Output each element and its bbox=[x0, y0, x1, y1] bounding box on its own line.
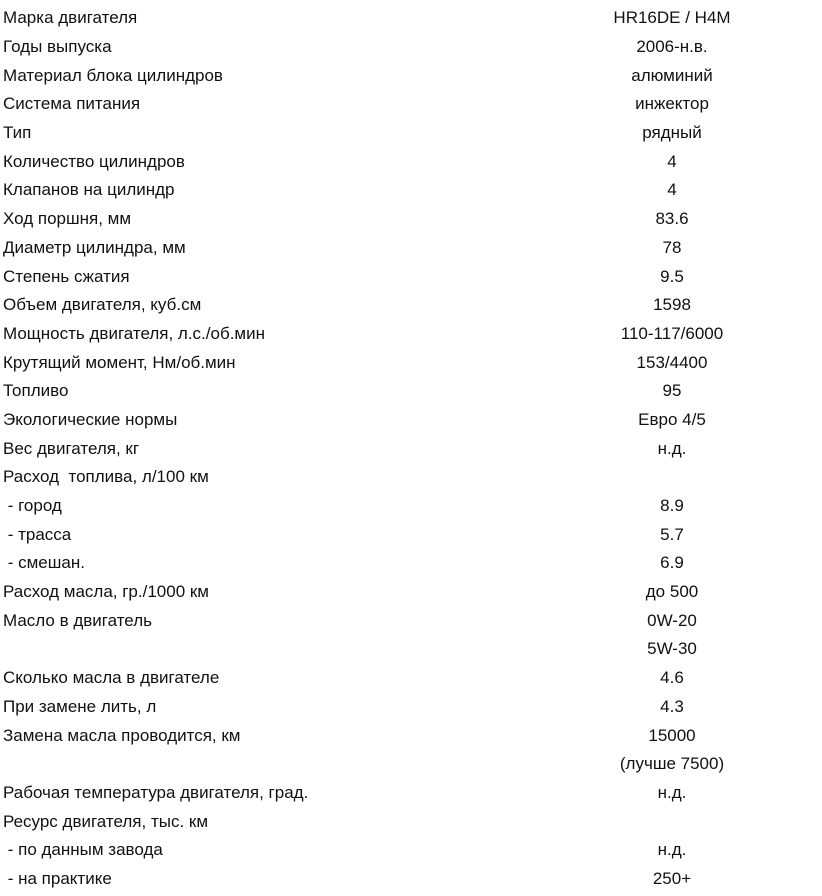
spec-label: Количество цилиндров bbox=[3, 151, 185, 171]
table-row bbox=[0, 721, 822, 750]
spec-label: Диаметр цилиндра, мм bbox=[3, 237, 186, 257]
spec-value: 15000 bbox=[648, 725, 696, 745]
spec-value: 110-117/6000 bbox=[620, 323, 724, 343]
table-row bbox=[0, 750, 822, 779]
spec-label: - смешан. bbox=[3, 553, 85, 573]
spec-label: Расход топлива, л/100 км bbox=[3, 467, 209, 487]
spec-label: Экологические нормы bbox=[3, 409, 178, 429]
spec-label: Сколько масла в двигателе bbox=[3, 668, 220, 688]
table-row bbox=[0, 836, 822, 865]
spec-label: Тип bbox=[3, 123, 32, 143]
spec-value: 5.7 bbox=[660, 524, 684, 544]
spec-value: 153/4400 bbox=[636, 352, 708, 372]
spec-value: 95 bbox=[662, 381, 682, 401]
spec-label: Рабочая температура двигателя, град. bbox=[3, 782, 309, 802]
spec-value: н.д. bbox=[657, 782, 687, 802]
table-row bbox=[0, 463, 822, 492]
spec-value: 4 bbox=[667, 151, 677, 171]
spec-label: Степень сжатия bbox=[3, 266, 130, 286]
table-row bbox=[0, 320, 822, 349]
table-row bbox=[0, 606, 822, 635]
spec-value: 4.6 bbox=[660, 668, 684, 688]
table-row bbox=[0, 693, 822, 722]
spec-value: 2006-н.в. bbox=[636, 37, 708, 57]
table-row bbox=[0, 4, 822, 33]
table-row bbox=[0, 635, 822, 664]
table-row bbox=[0, 291, 822, 320]
table-row bbox=[0, 147, 822, 176]
table-row bbox=[0, 33, 822, 62]
table-row bbox=[0, 434, 822, 463]
table-row bbox=[0, 90, 822, 119]
spec-value: 1598 bbox=[653, 295, 691, 315]
spec-value: алюминий bbox=[631, 65, 713, 85]
spec-value: HR16DE / H4M bbox=[613, 8, 731, 28]
spec-value: 9.5 bbox=[660, 266, 684, 286]
spec-label: Годы выпуска bbox=[3, 37, 112, 57]
spec-value: (лучше 7500) bbox=[619, 754, 725, 774]
spec-label: Мощность двигателя, л.с./об.мин bbox=[3, 323, 265, 343]
table-row bbox=[0, 520, 822, 549]
table-row bbox=[0, 578, 822, 607]
spec-label: Крутящий момент, Нм/об.мин bbox=[3, 352, 236, 372]
spec-value: Евро 4/5 bbox=[638, 409, 706, 429]
spec-label: - на практике bbox=[3, 868, 112, 888]
spec-label: Ресурс двигателя, тыс. км bbox=[3, 811, 209, 831]
spec-label: Материал блока цилиндров bbox=[3, 65, 223, 85]
table-row bbox=[0, 779, 822, 808]
spec-label: Ход поршня, мм bbox=[3, 209, 132, 229]
spec-label: Марка двигателя bbox=[3, 8, 138, 28]
spec-value: 8.9 bbox=[660, 496, 684, 516]
table-row bbox=[0, 61, 822, 90]
spec-value: до 500 bbox=[645, 582, 699, 602]
spec-label: Система питания bbox=[3, 94, 141, 114]
spec-value: н.д. bbox=[657, 438, 687, 458]
spec-label: Расход масла, гр./1000 км bbox=[3, 582, 209, 602]
table-row bbox=[0, 176, 822, 205]
table-row bbox=[0, 119, 822, 148]
spec-value: 250+ bbox=[652, 868, 692, 888]
table-row bbox=[0, 492, 822, 521]
spec-label: - трасса bbox=[3, 524, 72, 544]
spec-label: Замена масла проводится, км bbox=[3, 725, 241, 745]
spec-label: - город bbox=[3, 496, 62, 516]
table-row bbox=[0, 377, 822, 406]
spec-value: 5W-30 bbox=[647, 639, 697, 659]
spec-label: - по данным завода bbox=[3, 840, 163, 860]
spec-value: н.д. bbox=[657, 840, 687, 860]
spec-value: 78 bbox=[662, 237, 682, 257]
table-row bbox=[0, 234, 822, 263]
table-row bbox=[0, 807, 822, 836]
table-row bbox=[0, 205, 822, 234]
table-row bbox=[0, 664, 822, 693]
table-row bbox=[0, 348, 822, 377]
table-row bbox=[0, 406, 822, 435]
table-row bbox=[0, 549, 822, 578]
spec-value: рядный bbox=[642, 123, 702, 143]
spec-value: 4.3 bbox=[660, 696, 684, 716]
table-row bbox=[0, 865, 822, 894]
spec-label: При замене лить, л bbox=[3, 696, 157, 716]
spec-label: Топливо bbox=[3, 381, 69, 401]
spec-label: Клапанов на цилиндр bbox=[3, 180, 175, 200]
spec-value: 0W-20 bbox=[647, 610, 697, 630]
table-row bbox=[0, 262, 822, 291]
spec-label: Объем двигателя, куб.см bbox=[3, 295, 202, 315]
spec-value: 4 bbox=[667, 180, 677, 200]
spec-label: Вес двигателя, кг bbox=[3, 438, 140, 458]
spec-value: 83.6 bbox=[655, 209, 689, 229]
spec-value: 6.9 bbox=[660, 553, 684, 573]
spec-label: Масло в двигатель bbox=[3, 610, 152, 630]
spec-value: инжектор bbox=[635, 94, 709, 114]
